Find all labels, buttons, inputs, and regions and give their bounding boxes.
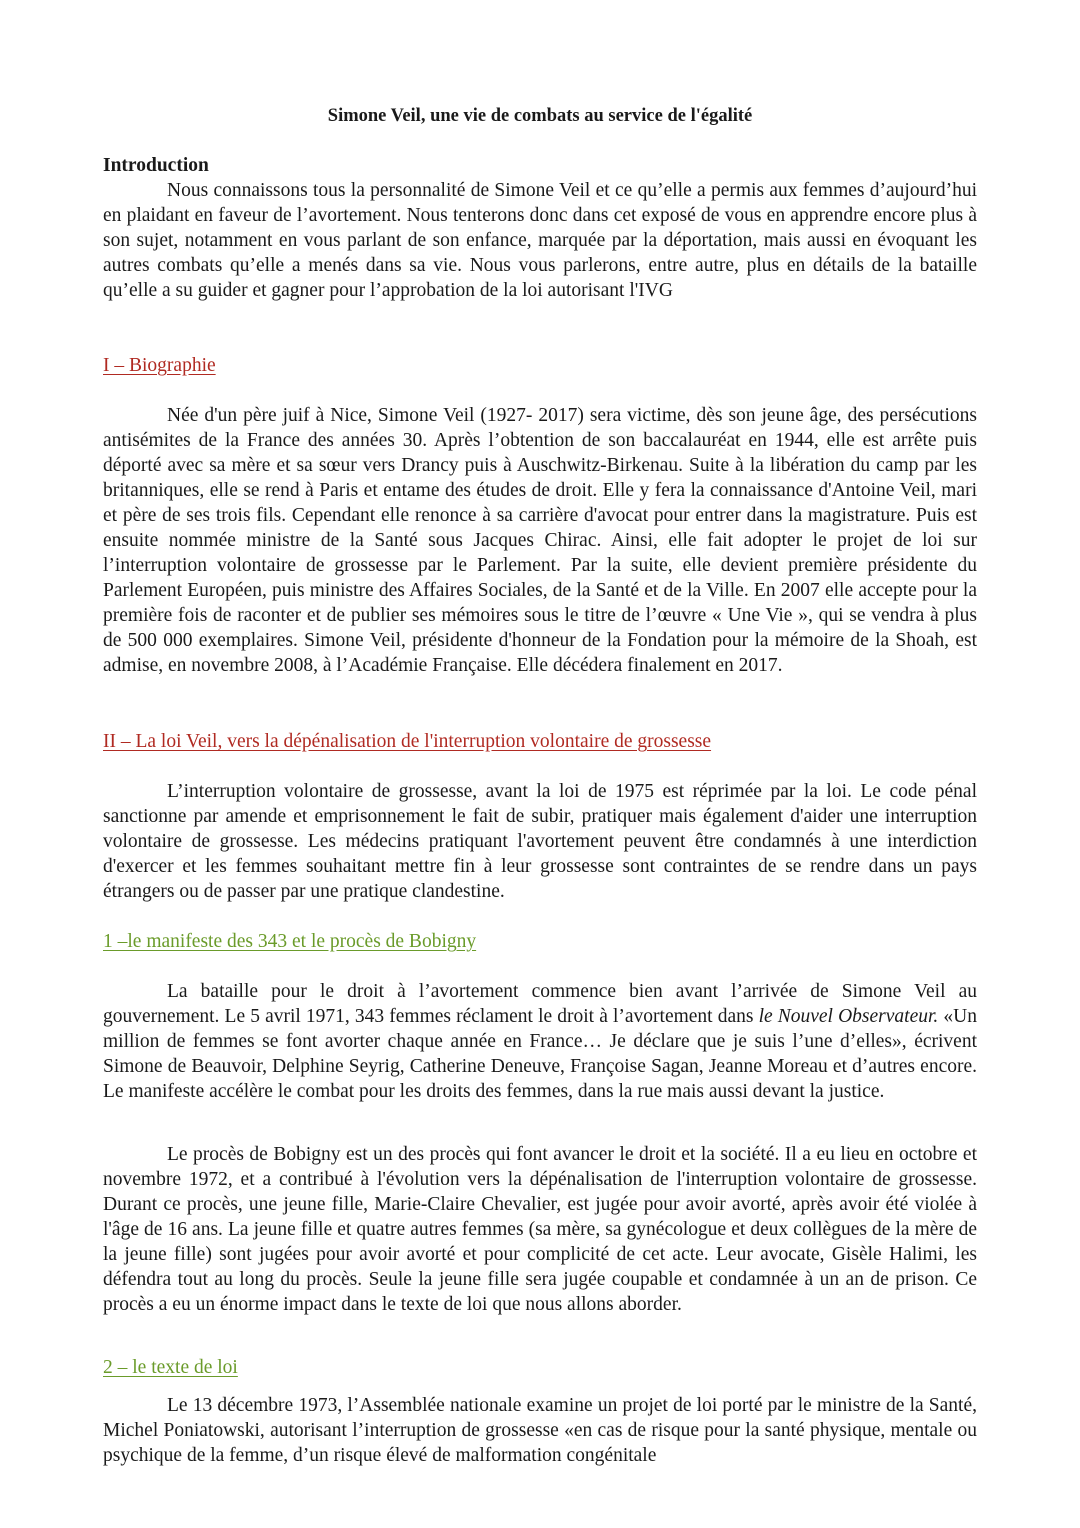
proces-bobigny-paragraph: Le procès de Bobigny est un des procès qui font avancer le droit et la société. Il a eu lieu en octobre et novembre 1972, et a contribué à l'évolution vers la dépénalisation de l'interruption volontaire de grossesse. Durant ce procès, une jeune fille, Marie-Claire Chevalier, est jugée pour avoir avorté, après avoir été violée à l'âge de 16 ans. La jeune fille et quatre autres femmes (sa mère, sa gynécologue et deux collègues de la mère de la jeune fille) sont jugées pour avoir avorté et pour complicité de cet acte. Leur avocate, Gisèle Halimi, les défendra tout au long du procès. Seule la jeune fille sera jugée coupable et condamnée à un an de prison. Ce procès a eu un énorme impact dans le texte de loi que nous allons aborder. xyxy=(103,1144,977,1315)
section-biographie-heading: I – Biographie xyxy=(103,355,216,376)
manifeste-text-part2: «Un million de femmes se font avorter chaque année en France… Je déclare que je suis l’une d’elles», écrivent Simone de Beauvoir, Delphine Seyrig, Catherine Deneuve, Françoise Sagan, Jeanne Moreau et d’autres encore. Le manifeste accélère le combat pour les droits des femmes, dans la rue mais aussi devant la justice. xyxy=(103,1006,977,1102)
biographie-paragraph: Née d'un père juif à Nice, Simone Veil (1927- 2017) sera victime, dès son jeune âge, des persécutions antisémites de la France des années 30. Après l’obtention de son baccalauréat en 1944, elle est arrête puis déporté avec sa mère et sa sœur vers Drancy puis à Auschwitz-Birkenau. Suite à la libération du camp par les britanniques, elle se rend à Paris et entame des études de droit. Elle y fera la connaissance d'Antoine Veil, mari et père de ses trois fils. Cependant elle renonce à sa carrière d'avocat pour entrer dans la magistrature. Puis est ensuite nommée ministre de la Santé sous Jacques Chirac. Ainsi, elle fait adopter le projet de loi sur l’interruption volontaire de grossesse par le Parlement. Par la suite, elle devient première présidente du Parlement Européen, puis ministre des Affaires Sociales, de la Santé et de la Ville. En 2007 elle accepte pour la première fois de raconter et de publier ses mémoires sous le titre de l’œuvre « Une Vie », qui se vendra à plus de 500 000 exemplaires. Simone Veil, présidente d'honneur de la Fondation pour la mémoire de la Shoah, est admise, en novembre 2008, à l’Académie Française. Elle décédera finalement en 2017. xyxy=(103,405,977,676)
nouvel-observateur-title: le Nouvel Observateur. xyxy=(758,1006,939,1027)
intro-paragraph: Nous connaissons tous la personnalité de Simone Veil et ce qu’elle a permis aux femmes d’aujourd’hui en plaidant en faveur de l’avortement. Nous tenterons donc dans cet exposé de vous en apprendre encore plus à son sujet, notamment en vous parlant de son enfance, marquée par la déportation, mais aussi en évoquant les autres combats qu’elle a menés dans sa vie. Nous vous parlerons, entre autre, plus en détails de la bataille qu’elle a su guider et gagner pour l’approbation de la loi autorisant l'IVG xyxy=(103,180,977,301)
loi-veil-paragraph: L’interruption volontaire de grossesse, avant la loi de 1975 est réprimée par la loi. Le code pénal sanctionne par amende et emprisonnement le fait de subir, pratiquer mais également d'aider une interruption volontaire de grossesse. Les médecins pratiquant l'avortement peuvent être condamnés à une interdiction d'exercer et les femmes souhaitant mettre fin à leur grossesse sont contraintes de se rendre dans un pays étrangers ou de passer par une pratique clandestine. xyxy=(103,781,977,902)
texte-de-loi-paragraph: Le 13 décembre 1973, l’Assemblée nationale examine un projet de loi porté par le ministre de la Santé, Michel Poniatowski, autorisant l’interruption de grossesse «en cas de risque pour la santé physique, mentale ou psychique de la femme, d’un risque élevé de malformation congénitale xyxy=(103,1395,977,1466)
document-title: Simone Veil, une vie de combats au service de l'égalité xyxy=(327,106,753,126)
subsection-texte-de-loi-heading: 2 – le texte de loi xyxy=(103,1357,238,1378)
intro-heading: Introduction xyxy=(103,155,209,176)
section-loi-veil-heading: II – La loi Veil, vers la dépénalisation de l'interruption volontaire de grossesse xyxy=(103,731,712,752)
manifeste-text-part1: La bataille pour le droit à l’avortement commence bien avant l’arrivée de Simone Veil au gouvernement. Le 5 avril 1971, 343 femmes réclament le droit à l’avortement dans xyxy=(103,981,977,1027)
subsection-manifeste-heading: 1 –le manifeste des 343 et le procès de Bobigny xyxy=(103,931,477,952)
manifeste-paragraph xyxy=(103,979,977,1104)
